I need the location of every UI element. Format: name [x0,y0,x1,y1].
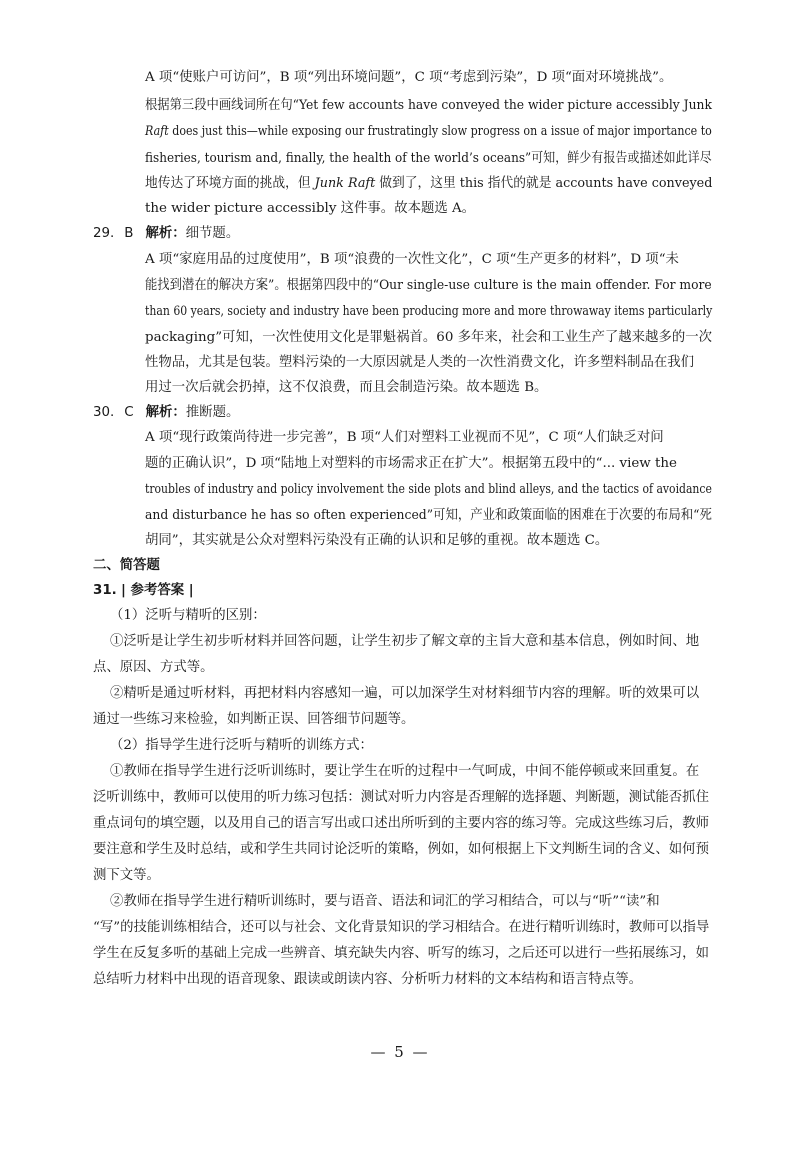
q29-type: 细节题。 [185,226,240,241]
q31-p2b-line-1: ②教师在指导学生进行精听训练时，要与语音、语法和词汇的学习相结合，可以与“听”“读”和 [110,894,660,909]
page-number: — 5 — [370,1043,430,1061]
q31-p2b-line-2: “写”的技能训练相结合，还可以与社会、文化背景知识的学习相结合。在进行精听训练时，教师可以指导 [93,920,710,935]
q31-number: 31. [93,583,117,598]
q31-p2a-line-2: 泛听训练中，教师可以使用的听力练习包括：测试对听力内容是否理解的选择题、判断题，测试能否抓住 [93,790,709,805]
q31-p1a-line-2: 点、原因、方式等。 [93,660,214,675]
q28-line-3-text: does just this—while exposing our frustratingly slow progress on a issue of major importance to [168,124,712,139]
q31-p2b-line-4: 总结听力材料中出现的语音现象、跟读或朗读内容、分析听力材料的文本结构和语言特点等。 [93,972,643,987]
q30-type: 推断题。 [185,405,240,420]
q31-header [93,581,194,601]
q28-line-1: A 项“使账户可访问”，B 项“列出环境问题”，C 项“考虑到污染”，D 项“面对环境挑战”。 [145,70,673,85]
q28-line-5 [145,174,712,194]
q31-p1b-line-1: ②精听是通过听材料，再把材料内容感知一遍，可以加深学生对材料细节内容的理解。听的效果可以 [110,686,700,701]
q30-number: 30. [93,405,115,420]
q29-label: 解析： [145,226,186,241]
q28-line-5c: 做到了，这里 this 指代的就是 accounts have conveyed [375,176,713,191]
q30-line-5: 胡同”，其实就是公众对塑料污染没有正确的认识和足够的重视。故本题选 C。 [145,533,609,548]
q31-p2a-line-5: 测下文等。 [93,868,160,883]
q29-line-2: 能找到潜在的解决方案”。根据第四段中的“Our single-use culture is the main offender. For more [145,278,712,293]
q29-answer: B [124,226,134,241]
q30-line-3: troubles of industry and policy involvement the side plots and blind alleys, and the tactics of avoidance [145,482,712,497]
q31-p2-title: （2）指导学生进行泛听与精听的训练方式： [110,738,373,753]
q30-answer: C [124,405,134,420]
q31-ref-label: | 参考答案 | [121,583,194,598]
q28-line-6: the wider picture accessibly 这件事。故本题选 A。 [145,201,476,216]
q30-header [93,403,239,423]
q30-label: 解析： [145,405,186,420]
q31-p2b-line-3: 学生在反复多听的基础上完成一些辨音、填充缺失内容、听写的练习，之后还可以进行一些拓展练习，如 [93,946,709,961]
q30-line-2: 题的正确认识”，D 项“陆地上对塑料的市场需求正在扩大”。根据第五段中的“... view the [145,456,677,471]
q30-line-4: and disturbance he has so often experienced”可知，产业和政策面临的困难在于次要的布局和“死 [145,508,712,523]
q29-line-3: than 60 years, society and industry have been producing more and more throwaway items particularly [145,304,713,319]
q29-line-1: A 项“家庭用品的过度使用”，B 项“浪费的一次性文化”，C 项“生产更多的材料”，D 项“未 [145,252,679,267]
book-title: Raft [145,124,169,139]
q28-line-2: 根据第三段中画线词所在句“Yet few accounts have conveyed the wider picture accessibly Junk [145,98,712,113]
q28-line-3 [145,122,712,142]
q29-line-5: 性物品，尤其是包装。塑料污染的一大原因就是人类的一次性消费文化，许多塑料制品在我们 [145,355,695,370]
q31-p1a-line-1: ①泛听是让学生初步听材料并回答问题，让学生初步了解文章的主旨大意和基本信息，例如时间、地 [110,634,700,649]
q28-line-4: fisheries, tourism and, finally, the health of the world’s oceans”可知，鲜少有报告或描述如此详尽 [145,151,712,166]
q31-p2a-line-1: ①教师在指导学生进行泛听训练时，要让学生在听的过程中一气呵成，中间不能停顿或来回重复。在 [110,764,700,779]
q29-number: 29. [93,226,115,241]
q28-line-5a: 地传达了环境方面的挑战，但 [145,176,315,191]
section-heading: 二、简答题 [93,558,160,573]
q31-p2a-line-4: 要注意和学生及时总结，或和学生共同讨论泛听的策略，例如，如何根据上下文判断生词的含义、如何预 [93,842,709,857]
q31-p1b-line-2: 通过一些练习来检验，如判断正误、回答细节问题等。 [93,712,415,727]
q29-line-6: 用过一次后就会扔掉，这不仅浪费，而且会制造污染。故本题选 B。 [145,380,548,395]
q29-header [93,224,239,244]
q31-p2a-line-3: 重点词句的填空题，以及用自己的语言写出或口述出所听到的主要内容的练习等。完成这些练习后，教师 [93,816,709,831]
book-title-2: Junk Raft [314,176,376,191]
q29-line-4: packaging”可知，一次性使用文化是罪魁祸首。60 多年来，社会和工业生产了越来越多的一次 [145,330,713,345]
q31-p1-title: （1）泛听与精听的区别： [110,608,266,623]
q30-line-1: A 项“现行政策尚待进一步完善”，B 项“人们对塑料工业视而不见”，C 项“人们缺乏对问 [145,430,664,445]
